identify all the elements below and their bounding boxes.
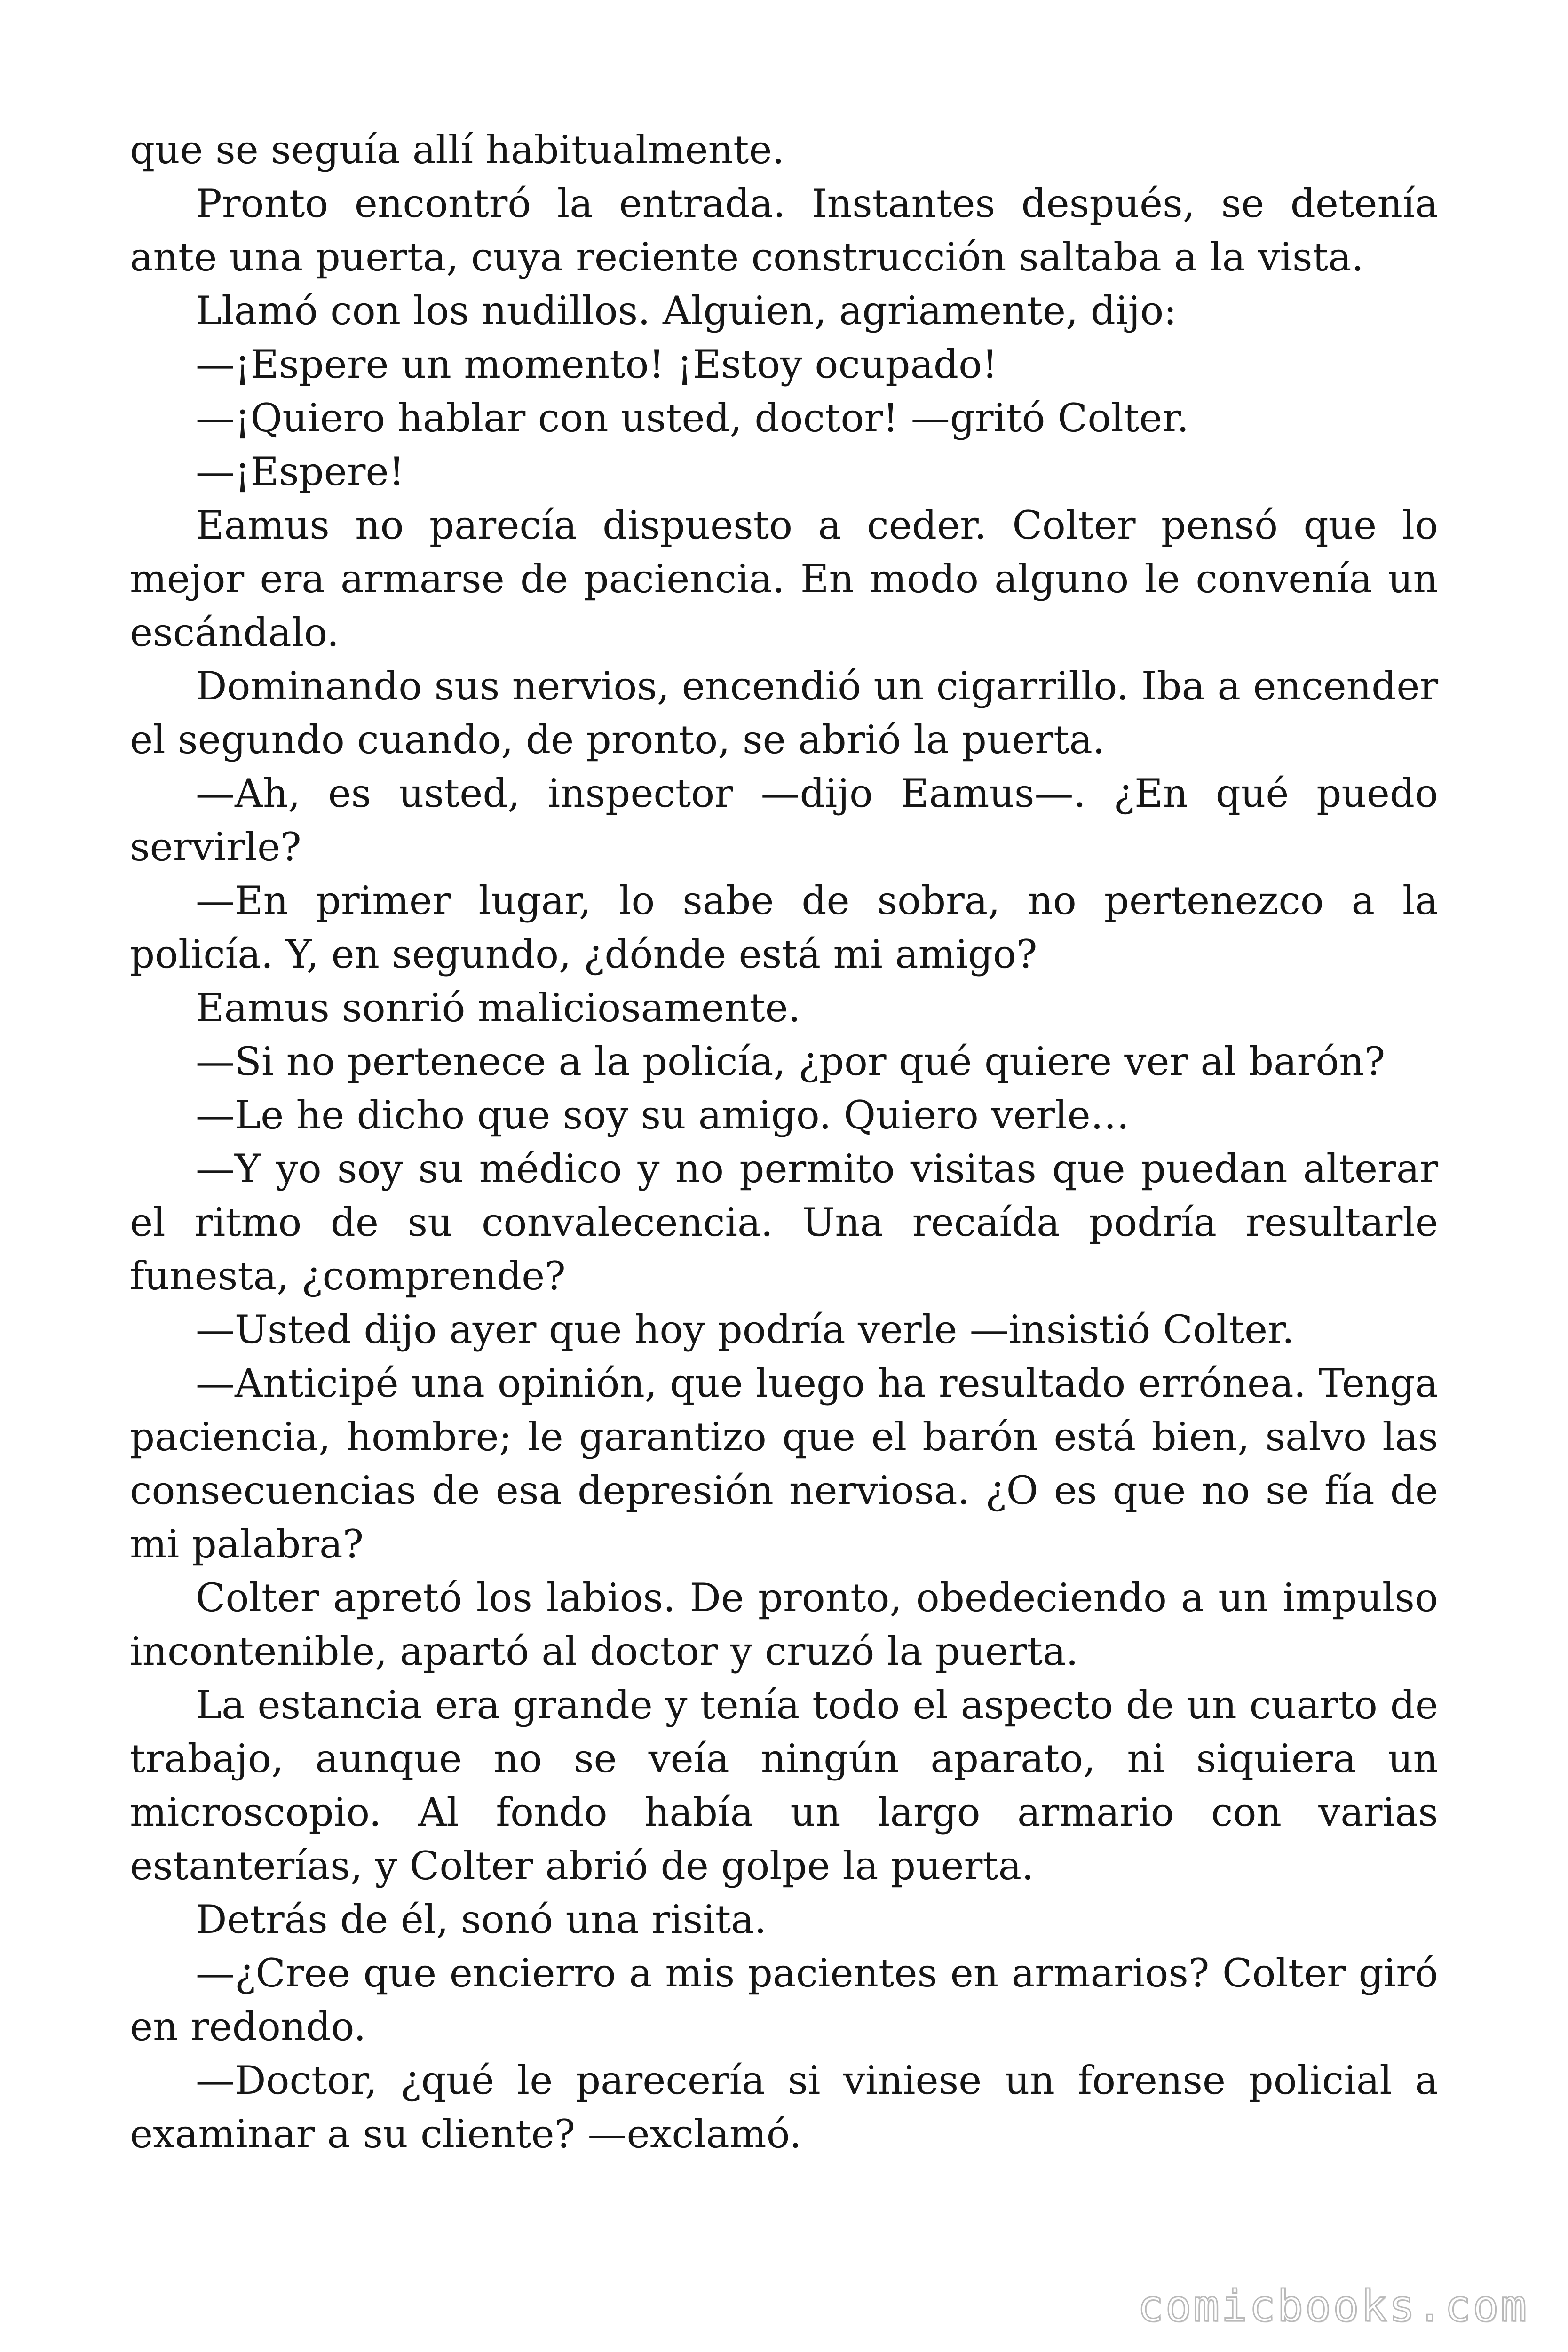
page-body-text — [130, 123, 1438, 2161]
paragraph: Eamus sonrió maliciosamente. — [196, 985, 801, 1031]
dialogue-line: —Usted dijo ayer que hoy podría verle —insistió Colter. — [196, 1307, 1295, 1352]
paragraph: Pronto encontró la entrada. Instantes después, se detenía ante una puerta, cuya reciente construcción saltaba a la vista. — [130, 181, 1438, 280]
dialogue-line: —En primer lugar, lo sabe de sobra, no pertenezco a la policía. Y, en segundo, ¿dónde está mi amigo? — [130, 878, 1438, 977]
paragraph: Eamus no parecía dispuesto a ceder. Colter pensó que lo mejor era armarse de paciencia. En modo alguno le convenía un escándalo. — [130, 502, 1438, 655]
dialogue-line: —Doctor, ¿qué le parecería si viniese un forense policial a examinar a su cliente? —exclamó. — [130, 2058, 1438, 2157]
dialogue-line: —¡Quiero hablar con usted, doctor! —gritó Colter. — [196, 395, 1189, 441]
paragraph-continued: que se seguía allí habitualmente. — [130, 127, 784, 173]
paragraph: Dominando sus nervios, encendió un cigarrillo. Iba a encender el segundo cuando, de pronto, se abrió la puerta. — [130, 663, 1438, 763]
paragraph: La estancia era grande y tenía todo el aspecto de un cuarto de trabajo, aunque no se veía ningún aparato, ni siquiera un microscopio. Al fondo había un largo armario con varias estanterías, y Colter abrió de golpe la puerta. — [130, 1682, 1438, 1889]
dialogue-line: —Ah, es usted, inspector —dijo Eamus—. ¿En qué puedo servirle? — [130, 771, 1438, 870]
dialogue-line: —¿Cree que encierro a mis pacientes en armarios? Colter giró en redondo. — [130, 1950, 1438, 2050]
paragraph: Llamó con los nudillos. Alguien, agriamente, dijo: — [196, 288, 1177, 334]
dialogue-line: —¡Espere! — [196, 449, 404, 494]
dialogue-line: —Y yo soy su médico y no permito visitas que puedan alterar el ritmo de su convalecencia. Una recaída podría resultarle funesta, ¿comprende? — [130, 1146, 1438, 1299]
dialogue-line: —Anticipé una opinión, que luego ha resultado errónea. Tenga paciencia, hombre; le garantizo que el barón está bien, salvo las consecuencias de esa depresión nerviosa. ¿O es que no se fía de mi palabra? — [130, 1360, 1438, 1567]
dialogue-line: —Si no pertenece a la policía, ¿por qué quiere ver al barón? — [196, 1039, 1386, 1084]
paragraph: Detrás de él, sonó una risita. — [196, 1897, 767, 1942]
dialogue-line: —Le he dicho que soy su amigo. Quiero verle… — [196, 1092, 1130, 1138]
paragraph: Colter apretó los labios. De pronto, obedeciendo a un impulso incontenible, apartó al doctor y cruzó la puerta. — [130, 1575, 1438, 1674]
dialogue-line: —¡Espere un momento! ¡Estoy ocupado! — [196, 342, 998, 387]
watermark: comicbooks.com — [1137, 2281, 1528, 2331]
